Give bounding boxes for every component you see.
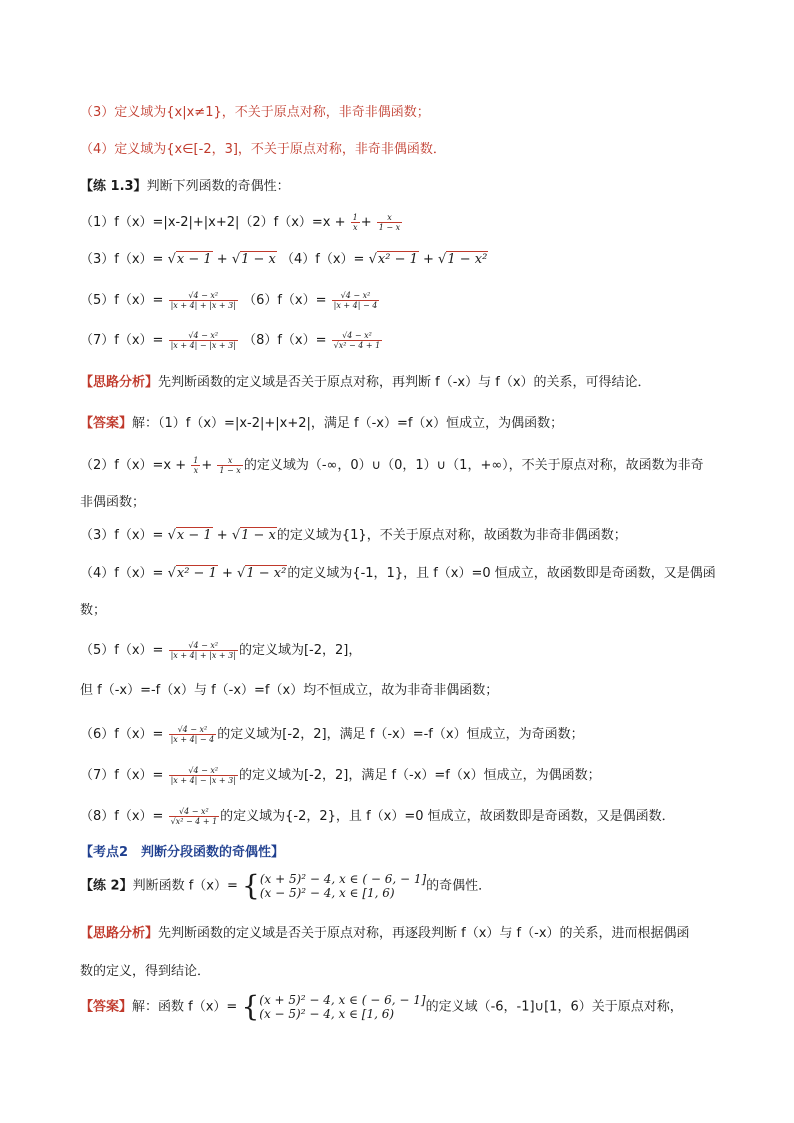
sqrt-expr: √1 − x²	[438, 252, 488, 267]
exercise-heading	[80, 178, 724, 196]
numerator: √4 − x²	[332, 291, 380, 301]
problem-line: （1）f（x）=|x-2|+|x+2|（2）f（x）=x + $\frac{1}{x}$ + $\frac{x}{1 - x}$	[80, 213, 401, 232]
fraction	[169, 766, 238, 785]
answer-text: 的定义域为{-1，1}，且 f（x）=0 恒成立，故函数即是奇函数，又是偶函	[287, 566, 716, 581]
sqrt-expr: √x² − 1	[368, 252, 418, 267]
numerator: x	[217, 456, 242, 466]
case-line: (x + 5)² − 4, x ∈ ( − 6, − 1]	[259, 993, 426, 1007]
answer-text: （6）f（x）=	[80, 727, 164, 742]
numerator: √4 − x²	[169, 725, 217, 735]
answer-tag: 【答案】	[80, 416, 133, 431]
problem-text: （1）f（x）=|x-2|+|x+2|（2）f（x）=x +	[80, 215, 346, 230]
answer-text: 的定义域为{-2，2}，且 f（x）=0 恒成立，故函数即是奇函数，又是偶函数．	[220, 809, 675, 824]
sqrt-expr: √1 − x	[231, 252, 276, 267]
numerator: √4 − x²	[169, 331, 238, 341]
answer-line: 非偶函数；	[80, 495, 146, 510]
answer-text: （5）f（x）=	[80, 643, 164, 658]
answer-line: （3）f（x）= √x − 1 + √1 − x的定义域为{1}，不关于原点对称，故函数为非奇非偶函数；	[80, 528, 627, 543]
answer-text: 的定义域为（-∞，0）∪（0，1）∪（1，+∞），不关于原点对称，故函数为非奇	[243, 458, 704, 473]
text-line: （4）定义域为{x∈[-2，3]，不关于原点对称，非奇非偶函数．	[80, 142, 446, 157]
answer-text: 的定义域（-6，-1]∪[1，6）关于原点对称，	[425, 999, 683, 1015]
exercise-tag: 【练 2】	[80, 878, 133, 894]
problem-text: （5）f（x）=	[80, 293, 164, 308]
answer-text: （4）f（x）=	[80, 566, 164, 581]
answer-line	[80, 990, 724, 1023]
fraction	[169, 331, 238, 350]
answer-text: 的定义域为{1}，不关于原点对称，故函数为非奇非偶函数；	[276, 528, 627, 543]
numerator: x	[377, 213, 402, 223]
answer-text: 解：（1）f（x）=|x-2|+|x+2|，满足 f（-x）=f（x）恒成立，为偶函数；	[132, 416, 564, 431]
radicand: x² − 1	[377, 252, 418, 267]
radicand: 1 − x²	[447, 252, 488, 267]
radicand: 1 − x²	[246, 566, 287, 581]
fraction	[169, 291, 238, 310]
analysis-tag: 【思路分析】	[80, 375, 159, 390]
exercise-text: 判断下列函数的奇偶性：	[146, 179, 290, 194]
answer-text: （8）f（x）=	[80, 809, 164, 824]
answer-line: （2）f（x）=x + $\frac{1}{x}$ + $\frac{x}{1 - x}$ 的定义域为（-∞，0）∪（0，1）∪（1，+∞），不关于原点对称，故函数为非奇	[80, 456, 704, 475]
problem-text: （4）f（x）=	[281, 252, 365, 267]
radicand: x − 1	[176, 528, 212, 543]
fraction	[169, 807, 220, 826]
answer-line	[80, 725, 724, 744]
sqrt-expr: √1 − x	[231, 528, 276, 543]
fraction	[332, 291, 380, 310]
piecewise-cases	[260, 872, 426, 900]
fraction	[351, 213, 360, 232]
answer-line: 数；	[80, 603, 107, 618]
problem-line: （3）f（x）= √x − 1 + √1 − x （4）f（x）= √x² − 1 + √1 − x²	[80, 252, 488, 267]
problem-text: （3）f（x）=	[80, 252, 164, 267]
denominator: 1 − x	[378, 223, 401, 232]
numerator: √4 − x²	[169, 766, 238, 776]
numerator: √4 − x²	[169, 641, 238, 651]
exercise-tag: 【练 1.3】	[80, 179, 147, 194]
answer-text: 的定义域为[-2，2]，满足 f（-x）=-f（x）恒成立，为奇函数；	[217, 727, 584, 742]
answer-line: （4）f（x）= √x² − 1 + √1 − x²的定义域为{-1，1}，且 f（x）=0 恒成立，故函数即是奇函数，又是偶函	[80, 566, 716, 581]
radicand: x² − 1	[176, 566, 217, 581]
answer-text: 的定义域为[-2，2]，满足 f（-x）=f（x）恒成立，为偶函数；	[238, 768, 601, 783]
fraction	[377, 213, 402, 232]
analysis-text: 先判断函数的定义域是否关于原点对称，再判断 f（-x）与 f（x）的关系，可得结论．	[158, 375, 651, 390]
fraction	[169, 725, 217, 744]
problem-text: （7）f（x）=	[80, 333, 164, 348]
radicand: 1 − x	[241, 252, 276, 267]
answer-text: （2）f（x）=x +	[80, 458, 187, 473]
answer-line: 但 f（-x）=-f（x）与 f（-x）=f（x）均不恒成立，故为非奇非偶函数；	[80, 683, 499, 698]
numerator: 1	[352, 213, 358, 222]
fraction	[191, 456, 200, 475]
denominator: x	[352, 223, 358, 232]
answer-text: 解：函数 f（x）=	[132, 999, 238, 1015]
case-line: (x − 5)² − 4, x ∈ [1, 6)	[259, 1007, 395, 1021]
numerator: √4 − x²	[169, 291, 238, 301]
answer-text: （7）f（x）=	[80, 768, 164, 783]
denominator: √x² − 4 + 1	[333, 341, 381, 350]
exercise-text: 的奇偶性．	[426, 878, 492, 894]
denominator: |x + 4| − |x + 3|	[170, 341, 236, 350]
fraction	[332, 331, 383, 350]
denominator: 1 − x	[219, 466, 241, 475]
numerator: √4 − x²	[332, 331, 383, 341]
radicand: 1 − x	[241, 528, 276, 543]
answer-text: 的定义域为[-2，2]，	[238, 643, 362, 658]
exercise-line	[80, 869, 724, 902]
text-line: （3）定义域为{x|x≠1}，不关于原点对称，非奇非偶函数；	[80, 105, 430, 120]
answer-text: （3）f（x）=	[80, 528, 164, 543]
denominator: |x + 4| + |x + 3|	[170, 301, 236, 310]
answer-line	[80, 807, 724, 826]
analysis-tag: 【思路分析】	[80, 926, 159, 941]
analysis-line	[80, 925, 724, 943]
answer-line	[80, 415, 724, 433]
numerator: √4 − x²	[169, 807, 220, 817]
denominator: |x + 4| − 4	[170, 735, 215, 744]
denominator: |x + 4| + |x + 3|	[170, 651, 236, 660]
case-line: (x + 5)² − 4, x ∈ ( − 6, − 1]	[259, 872, 427, 886]
analysis-line	[80, 374, 724, 392]
answer-line	[80, 641, 724, 660]
left-brace: {	[241, 990, 260, 1023]
sqrt-expr: √x − 1	[167, 528, 212, 543]
analysis-line: 数的定义，得到结论．	[80, 964, 211, 979]
left-brace: {	[242, 869, 260, 902]
sqrt-expr: √1 − x²	[237, 566, 287, 581]
fraction	[217, 456, 242, 475]
denominator: |x + 4| − |x + 3|	[170, 776, 236, 785]
problem-line	[80, 331, 724, 350]
radicand: x − 1	[176, 252, 212, 267]
denominator: x	[193, 466, 199, 475]
answer-tag: 【答案】	[80, 999, 133, 1015]
sqrt-expr: √x − 1	[167, 252, 212, 267]
problem-text: （8）f（x）=	[243, 333, 327, 348]
problem-line	[80, 291, 724, 310]
section-heading: 【考点2 判断分段函数的奇偶性】	[80, 845, 285, 860]
analysis-text: 先判断函数的定义域是否关于原点对称，再逐段判断 f（x）与 f（-x）的关系，进而根据偶函	[158, 926, 690, 941]
piecewise-cases	[259, 993, 425, 1021]
exercise-text: 判断函数 f（x）=	[132, 878, 238, 894]
denominator: √x² − 4 + 1	[170, 817, 218, 826]
numerator: 1	[193, 456, 199, 465]
denominator: |x + 4| − 4	[333, 301, 378, 310]
fraction	[169, 641, 238, 660]
problem-text: （6）f（x）=	[243, 293, 327, 308]
case-line: (x − 5)² − 4, x ∈ [1, 6)	[259, 886, 395, 900]
sqrt-expr: √x² − 1	[167, 566, 217, 581]
answer-line	[80, 766, 724, 785]
